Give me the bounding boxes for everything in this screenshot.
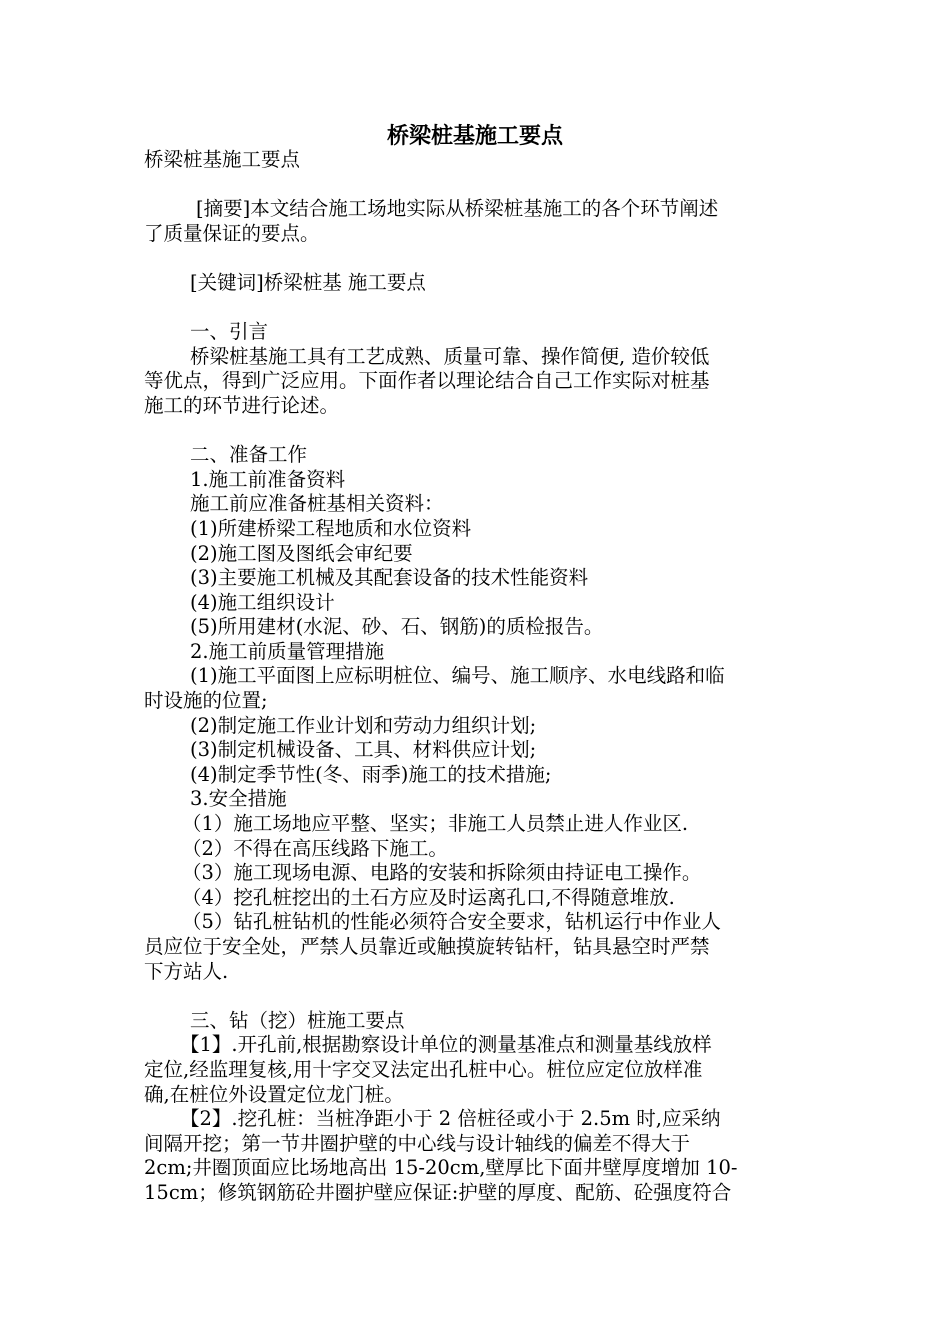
list-item: (5)所用建材(水泥、砂、石、钢筋)的质检报告。 (190, 615, 604, 639)
blank-line (144, 246, 808, 271)
subsection-heading: 2.施工前质量管理措施 (190, 639, 385, 663)
blank-line (144, 984, 808, 1009)
document-body (144, 148, 808, 1206)
document-subtitle: 桥梁桩基施工要点 (144, 148, 301, 171)
document-title: 桥梁桩基施工要点 (386, 124, 563, 149)
list-item: （4）挖孔桩挖出的土石方应及时运离孔口,不得随意堆放. (182, 885, 675, 909)
list-item: （5）钻孔桩钻机的性能必须符合安全要求，钻机运行中作业人 (182, 910, 721, 934)
paragraph-line: 【1】.开孔前,根据勘察设计单位的测量基准点和测量基线放样 (180, 1033, 712, 1057)
list-item: （3）施工现场电源、电路的安装和拆除须由持证电工操作。 (182, 861, 702, 885)
list-item: (1)所建桥梁工程地质和水位资料 (190, 516, 472, 540)
paragraph-line: 间隔开挖；第一节井圈护壁的中心线与设计轴线的偏差不得大于 (144, 1131, 691, 1155)
paragraph-line: 15cm；修筑钢筋砼井圈护壁应保证:护壁的厚度、配筋、砼强度符合 (144, 1180, 732, 1204)
list-item: (1)施工平面图上应标明桩位、编号、施工顺序、水电线路和临 (190, 664, 725, 688)
section-heading: 一、引言 (190, 320, 269, 344)
abstract-line: 了质量保证的要点。 (144, 221, 320, 245)
list-item: (4)制定季节性(冬、雨季)施工的技术措施; (190, 762, 552, 786)
section-heading: 三、钻（挖）桩施工要点 (190, 1008, 405, 1032)
section-heading: 二、准备工作 (190, 443, 308, 467)
list-item-continuation: 时设施的位置; (144, 689, 268, 713)
list-item-continuation: 员应位于安全处，严禁人员靠近或触摸旋转钻杆，钻具悬空时严禁 (144, 935, 710, 958)
paragraph-line: 2cm;井圈顶面应比场地高出 15-20cm,壁厚比下面井壁厚度增加 10- (144, 1156, 738, 1180)
paragraph-line: 【2】.挖孔桩：当桩净距小于 2 倍桩径或小于 2.5m 时,应采纳 (180, 1107, 721, 1131)
blank-line (144, 173, 808, 198)
keywords-line: [关键词]桥梁桩基 施工要点 (190, 270, 426, 294)
list-item: (3)制定机械设备、工具、材料供应计划; (190, 738, 537, 762)
paragraph-line: 桥梁桩基施工具有工艺成熟、质量可靠、操作简便, 造价较低 (190, 344, 710, 368)
list-item: (3)主要施工机械及其配套设备的技术性能资料 (190, 566, 589, 590)
list-item: （2）不得在高压线路下施工。 (182, 836, 448, 860)
blank-line (144, 419, 808, 444)
list-item: （1）施工场地应平整、坚实；非施工人员禁止进人作业区. (182, 812, 689, 836)
subsection-heading: 1.施工前准备资料 (190, 467, 346, 491)
list-item: (2)制定施工作业计划和劳动力组织计划; (190, 713, 537, 737)
abstract-line: [摘要]本文结合施工场地实际从桥梁桩基施工的各个环节阐述 (196, 197, 719, 221)
paragraph-line: 施工前应准备桩基相关资料： (190, 492, 444, 516)
paragraph-line: 施工的环节进行论述。 (144, 393, 340, 417)
paragraph-line: 确,在桩位外设置定位龙门桩。 (144, 1082, 404, 1106)
list-item: (2)施工图及图纸会审纪要 (190, 541, 413, 565)
list-item-continuation: 下方站人. (144, 959, 229, 983)
paragraph-line: 定位,经监理复核,用十字交叉法定出孔桩中心。桩位应定位放样准 (144, 1057, 703, 1081)
subsection-heading: 3.安全措施 (190, 787, 287, 811)
list-item: (4)施工组织设计 (190, 590, 335, 614)
blank-line (144, 296, 808, 321)
paragraph-line: 等优点，得到广泛应用。下面作者以理论结合自己工作实际对桩基 (144, 369, 710, 393)
